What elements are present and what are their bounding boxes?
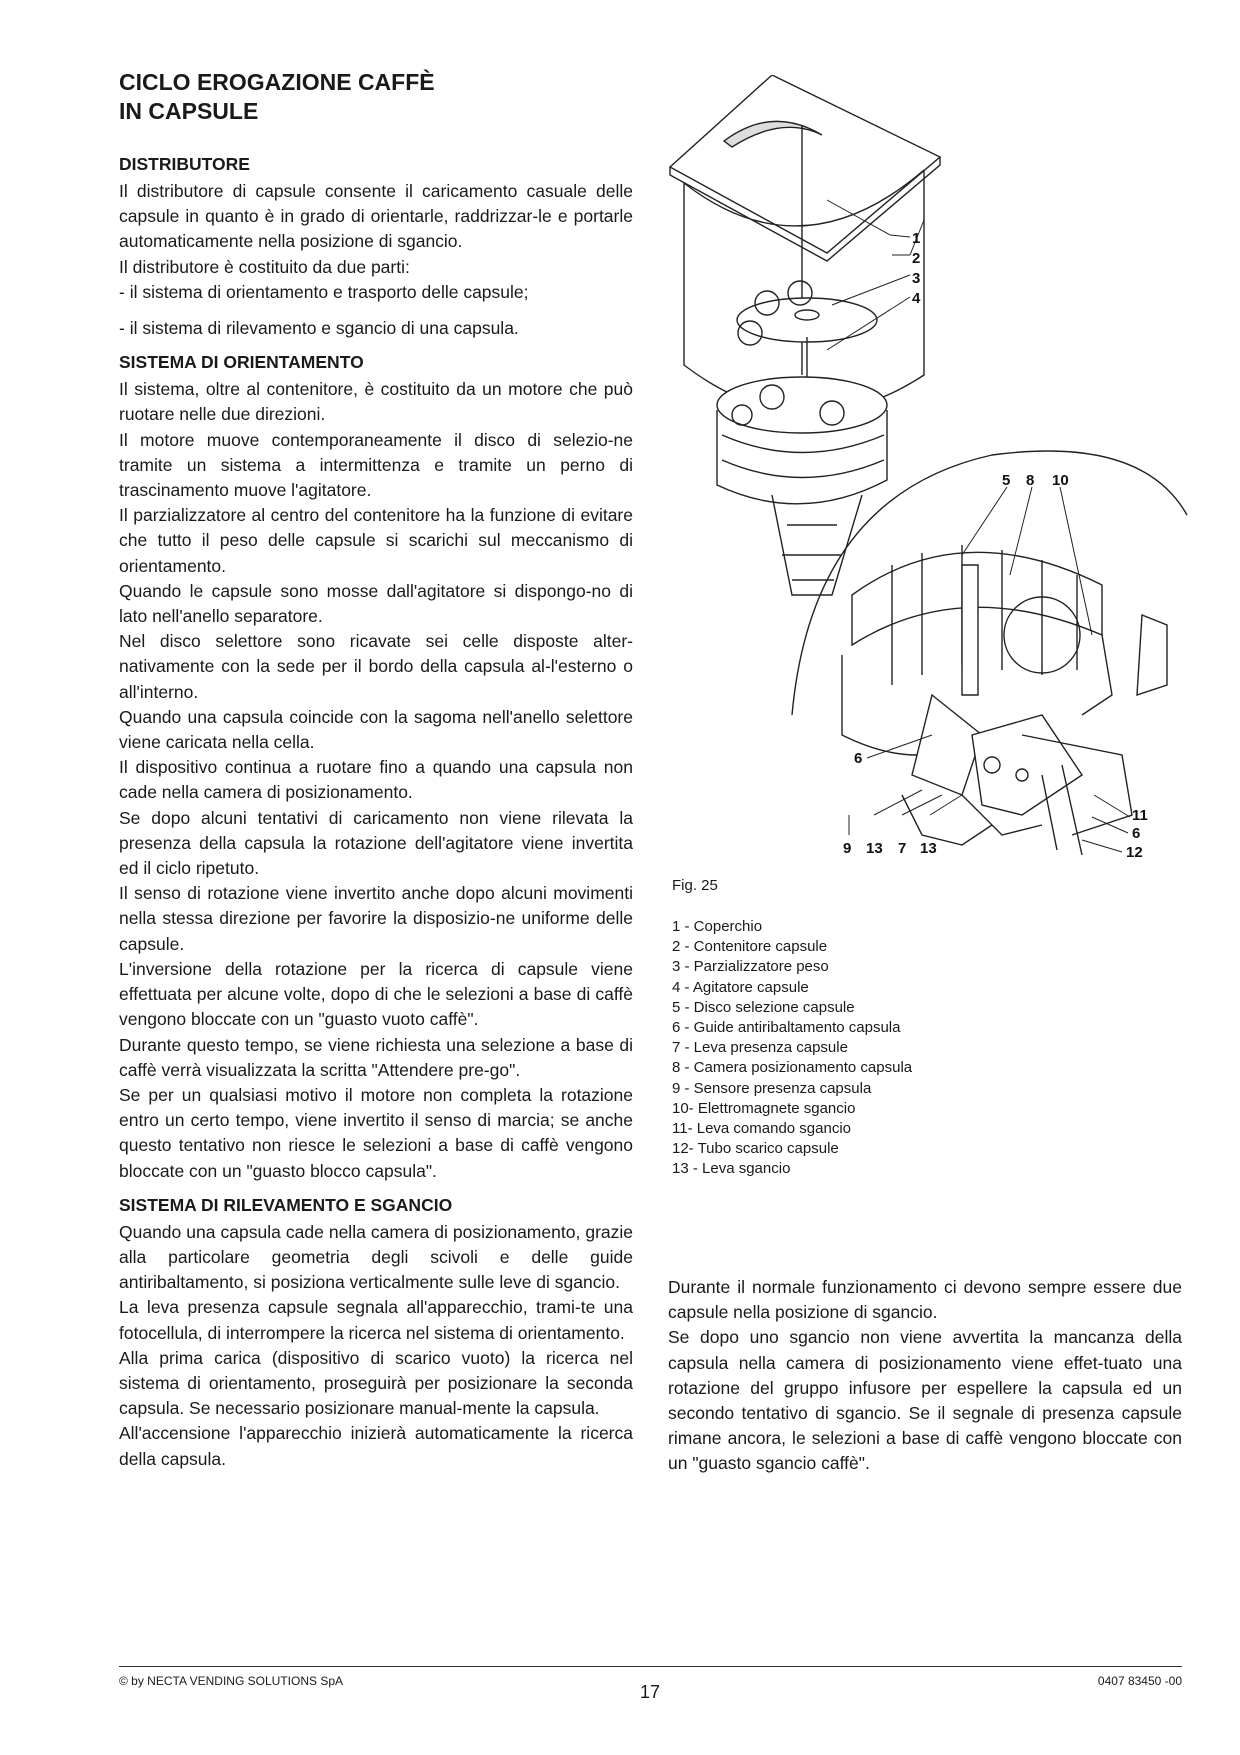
paragraph: Se dopo alcuni tentativi di caricamento non viene rilevata la presenza della capsula la rotazione dell'agitatore viene invertita ed il ciclo ripetuto. [119,807,633,879]
legend-item: 13 - Leva sgancio [672,1160,791,1178]
callout-label: 13 [920,840,937,857]
paragraph: Quando una capsula cade nella camera di posizionamento, grazie alla particolare geometria degli scivoli e delle guide antiribaltamento, si posiziona verticalmente sulle leve di sgancio. [119,1221,633,1293]
paragraph: All'accensione l'apparecchio inizierà automaticamente la ricerca della capsula. [119,1423,633,1469]
title-line-1: CICLO EROGAZIONE CAFFÈ [119,69,435,95]
paragraph: Durante questo tempo, se viene richiesta una selezione a base di caffè verrà visualizzata la scritta "Attendere pre-go". [119,1034,633,1080]
paragraph: Nel disco selettore sono ricavate sei celle disposte alter-nativamente con la sede per il bordo della capsula al-l'esterno o all'interno. [119,631,633,702]
right-column [668,1275,1182,1477]
footer-divider [119,1666,1182,1667]
callout-label: 10 [1052,472,1069,489]
page-title [119,68,435,126]
paragraph: Quando le capsule sono mosse dall'agitatore si dispongo-no di lato nell'anello separatore. [119,580,633,627]
bullet-item: - il sistema di rilevamento e sgancio di una capsula. [119,318,519,339]
paragraph: Il senso di rotazione viene invertito anche dopo alcuni movimenti nella stessa direzione per favorire la disposizio-ne uniforme delle capsule. [119,883,633,954]
callout-label: 11 [1132,807,1148,824]
title-line-2: IN CAPSULE [119,98,259,124]
paragraph: La leva presenza capsule segnala all'apparecchio, trami-te una fotocellula, di interrompere la ricerca nel sistema di orientamento. [119,1297,633,1343]
legend-item: 1 - Coperchio [672,918,763,935]
legend-item: 9 - Sensore presenza capsula [672,1079,872,1097]
callout-label: 6 [854,750,863,767]
document-code: 0407 83450 -00 [1097,1674,1182,1688]
paragraph: Se dopo uno sgancio non viene avvertita la mancanza della capsula nella camera di posizionamento viene effet-tuato una rotazione del gruppo infusore per espellere la capsula ed un secondo tentativo di sgancio. Se il segnale di presenza capsule rimane ancora, le selezioni a base di caffè vengono bloccate con un "guasto sgancio caffè". [668,1327,1182,1474]
figure-legend [672,917,972,1180]
callout-label: 2 [912,250,921,267]
legend-item: 5 - Disco selezione capsule [672,998,855,1016]
paragraph: Il motore muove contemporaneamente il disco di selezio-ne tramite un sistema a intermittenza e tramite un perno di trascinamento muove l'agitatore. [119,429,633,501]
legend-item: 6 - Guide antiribaltamento capsula [672,1019,901,1037]
paragraph: Durante il normale funzionamento ci devono sempre essere due capsule nella posizione di sgancio. [668,1277,1182,1323]
paragraph: Il parzializzatore al centro del contenitore ha la funzione di evitare che tutto il peso delle capsule si scarichi sul meccanismo di orientamento. [119,505,633,576]
legend-item: 4 - Agitatore capsule [672,978,809,996]
callout-label: 4 [912,290,921,307]
legend-item: 11- Leva comando sgancio [672,1120,852,1138]
legend-item: 3 - Parzializzatore peso [672,958,829,976]
paragraph: Il sistema, oltre al contenitore, è costituito da un motore che può ruotare nelle due direzioni. [119,379,633,425]
heading-rilevamento: SISTEMA DI RILEVAMENTO E SGANCIO [119,1194,453,1215]
footer-copyright: © by NECTA VENDING SOLUTIONS SpA [119,1674,344,1688]
legend-item: 12- Tubo scarico capsule [672,1140,839,1158]
callout-label: 6 [1132,825,1141,842]
left-column [119,153,633,1472]
callout-label: 7 [898,840,907,857]
callout-label: 5 [1002,472,1011,489]
callout-label: 3 [912,270,921,287]
legend-item: 7 - Leva presenza capsule [672,1039,848,1057]
dispenser-drawing [670,75,1187,855]
callout-label: 8 [1026,472,1035,489]
legend-item: 2 - Contenitore capsule [672,938,828,956]
capsule-dispenser-figure [662,75,1192,885]
legend-item: 10- Elettromagnete sgancio [672,1099,856,1117]
paragraph: Il dispositivo continua a ruotare fino a quando una capsula non cade nella camera di posizionamento. [119,757,633,803]
callout-label: 12 [1126,844,1143,861]
paragraph: Quando una capsula coincide con la sagoma nell'anello selettore viene caricata nella cella. [119,706,633,753]
paragraph: Alla prima carica (dispositivo di scarico vuoto) la ricerca nel sistema di orientamento, proseguirà per posizionare la seconda capsula. Se necessario posizionare manual-mente la capsula. [119,1347,633,1419]
legend-item: 8 - Camera posizionamento capsula [672,1059,913,1077]
paragraph: Se per un qualsiasi motivo il motore non completa la rotazione entro un certo tempo, viene invertito il senso di marcia; se anche questo tentativo non riesce le selezioni a base di caffè vengono bloccate con un "guasto blocco capsula". [119,1084,633,1181]
paragraph: Il distributore è costituito da due parti: [119,256,410,277]
callout-label: 13 [866,840,883,857]
paragraph: L'inversione della rotazione per la ricerca di capsule viene effettuata per alcune volte, dopo di che le selezioni a base di caffè vengono bloccate con un "guasto vuoto caffè". [119,958,633,1030]
callout-label: 1 [912,230,921,247]
paragraph: Il distributore di capsule consente il caricamento casuale delle capsule in quanto è in grado di orientarle, raddrizzar-le e portarle automaticamente nella posizione di sgancio. [119,181,633,252]
callout-label: 9 [843,840,852,857]
bullet-item: - il sistema di orientamento e trasporto delle capsule; [119,281,529,302]
page-number: 17 [640,1682,661,1702]
figure-caption: Fig. 25 [672,877,718,894]
heading-orientamento: SISTEMA DI ORIENTAMENTO [119,352,364,373]
heading-distributore: DISTRIBUTORE [119,154,250,174]
